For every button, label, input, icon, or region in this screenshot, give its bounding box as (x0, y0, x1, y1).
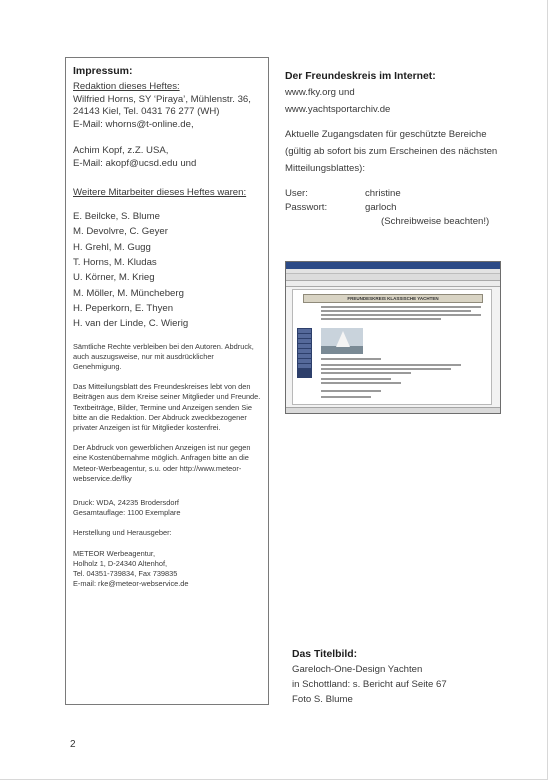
publisher-line: Tel. 04351-739834, Fax 739835 (73, 568, 178, 578)
print-line: Druck: WDA, 24235 Brodersdorf (73, 497, 179, 507)
user-label: User: (285, 188, 308, 199)
user-value: christine (365, 188, 401, 199)
titelbild-credit: Foto S. Blume (292, 694, 353, 705)
browser-titlebar (286, 262, 500, 269)
site-banner-text: FREUNDESKREIS KLASSISCHE YACHTEN (347, 296, 439, 301)
impressum-heading: Impressum: (73, 65, 133, 77)
titelbild-line: Gareloch-One-Design Yachten (292, 664, 423, 675)
titelbild-section (292, 648, 502, 707)
publisher-label: Herstellung und Herausgeber: (73, 528, 172, 538)
access-text: Aktuelle Zugangsdaten für geschützte Bereiche (gültig ab sofort bis zum Erscheinen des nächsten Mitteilungsblattes): (285, 129, 498, 174)
titelbild-heading: Das Titelbild: (292, 649, 358, 660)
publisher-line: METEOR Werbeagentur, (73, 548, 156, 558)
titelbild-line: in Schottland: s. Bericht auf Seite 67 (292, 679, 447, 690)
contributor-item: H. van der Linde, C. Wierig (73, 318, 189, 330)
internet-heading: Der Freundeskreis im Internet: (285, 71, 436, 82)
browser-address-bar (286, 281, 500, 287)
contributor-item: M. Devolvre, C. Geyer (73, 226, 168, 238)
publisher-email: E-mail: rke@meteor-webservice.de (73, 579, 189, 589)
rights-notice: Sämtliche Rechte verbleiben bei den Autoren. Abdruck, auch auszugsweise, nur mit ausdrücklicher Genehmigung. (73, 341, 254, 371)
contributor-item: U. Körner, M. Krieg (73, 272, 155, 284)
print-run-line: Gesamtauflage: 1100 Exemplare (73, 508, 181, 518)
contributor-item: H. Peperkorn, E. Thyen (73, 302, 174, 314)
password-value: garloch (365, 202, 397, 213)
browser-toolbar (286, 274, 500, 281)
url-line: www.fky.org und (285, 87, 355, 98)
contributors-list (73, 209, 262, 331)
contributor-item: H. Grehl, M. Gugg (73, 241, 151, 253)
contributors-heading: Weitere Mitarbeiter dieses Heftes waren: (73, 186, 247, 198)
site-nav-menu (297, 328, 312, 378)
editor-email: E-Mail: whorns@t-online.de, (73, 118, 194, 130)
editor-line: 24143 Kiel, Tel. 0431 76 277 (WH) (73, 106, 220, 118)
site-banner (303, 294, 483, 303)
browser-statusbar (286, 407, 500, 413)
page-number: 2 (70, 739, 76, 750)
ads-notice: Der Abdruck von gewerblichen Anzeigen ist nur gegen eine Kostenübernahme möglich. Anfragen bitte an die Meteor-Werbeagentur, s.u. oder http://www.meteor-webservice.de/fky (73, 443, 251, 483)
browser-content (292, 289, 492, 405)
contributor-item: E. Beilcke, S. Blume (73, 211, 160, 223)
financing-notice: Das Mitteilungsblatt des Freundeskreises lebt von den Beiträgen aus dem Kreise seiner Mitglieder und Freunde. Textbeiträge, Bilder, Termine und Anzeigen senden Sie bitte an die Redaktion. Der Abdruck zweckbezogener privater Anzeigen ist für Mitglieder kostenfrei. (73, 382, 261, 432)
login-block (285, 187, 500, 229)
impressum-box (65, 57, 269, 705)
second-editor-line: Achim Kopf, z.Z. USA, (73, 145, 169, 157)
password-label: Passwort: (285, 202, 328, 213)
website-screenshot (285, 261, 501, 414)
editor-line: Wilfried Horns, SY ‘Piraya’, Mühlenstr. 36, (73, 93, 251, 105)
second-editor-email: E-Mail: akopf@ucsd.edu und (73, 157, 197, 169)
internet-section (285, 69, 500, 229)
password-note: (Schreibweise beachten!) (381, 216, 490, 227)
contributor-item: T. Horns, M. Kludas (73, 257, 157, 269)
editor-heading: Redaktion dieses Heftes: (73, 81, 180, 92)
contributor-item: M. Möller, M. Müncheberg (73, 287, 184, 299)
yacht-photo (321, 328, 363, 354)
url-line: www.yachtsportarchiv.de (285, 104, 391, 115)
publisher-line: Holholz 1, D-24340 Altenhof, (73, 558, 168, 568)
